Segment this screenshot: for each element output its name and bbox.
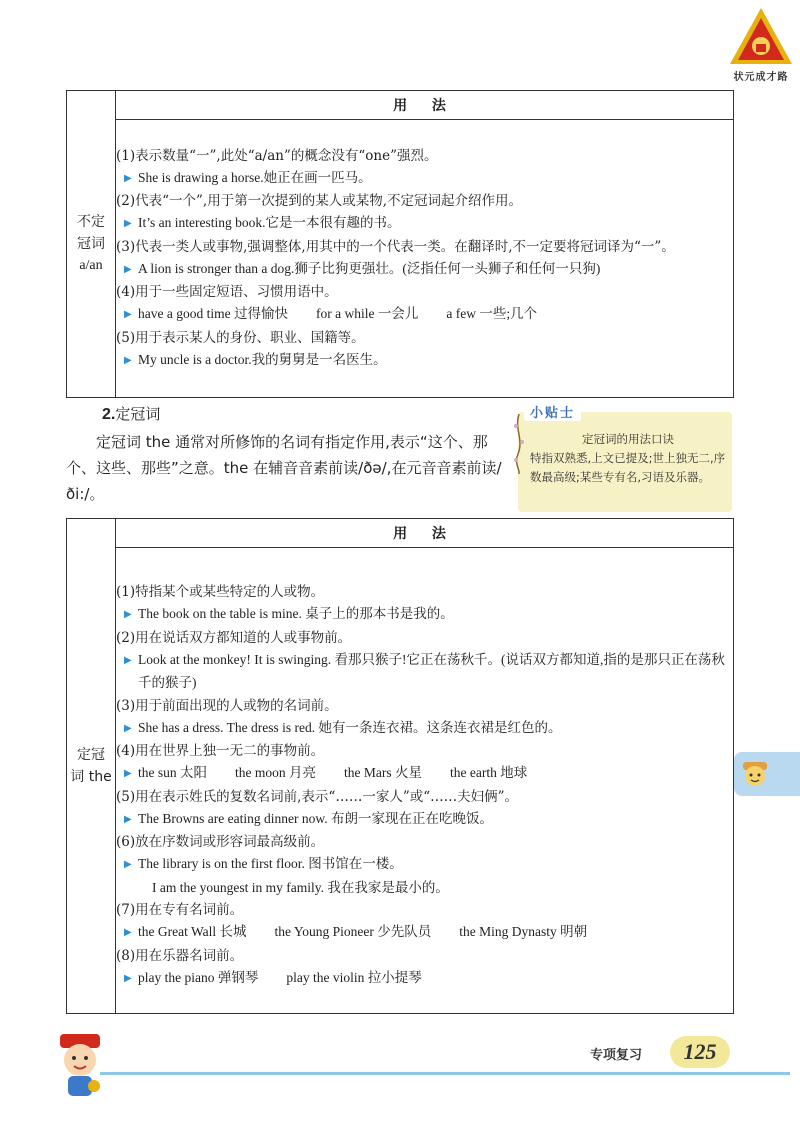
example-text: My uncle is a doctor.我的舅舅是一名医生。	[138, 351, 387, 367]
mascot-icon	[46, 1030, 116, 1100]
side-label-line: 词 the	[70, 769, 112, 785]
bullet-triangle-icon: ▶	[124, 172, 132, 184]
phrase: the Great Wall 长城	[138, 924, 247, 939]
example-text: The book on the table is mine. 桌子上的那本书是我的。	[138, 606, 454, 621]
section-body: 定冠词 the 通常对所修饰的名词有指定作用,表示“这个、那个、这些、那些”之意。the 在辅音音素前读/ðə/,在元音音素前读/ði:/。	[66, 433, 502, 503]
bullet-triangle-icon: ▶	[124, 309, 132, 321]
usage-rule: (3)代表一类人或事物,强调整体,用其中的一个代表一类。在翻译时,不一定要将冠词译为“一”。	[116, 238, 675, 255]
section-title-text: 定冠词	[115, 405, 161, 423]
usage-rule: (4)用在世界上独一无二的事物前。	[116, 743, 325, 759]
usage-rule: (1)表示数量“一”,此处“a/an”的概念没有“one”强烈。	[116, 147, 438, 164]
table2-side-label	[67, 519, 116, 1014]
bullet-triangle-icon: ▶	[124, 813, 132, 825]
table1-side-label	[67, 91, 116, 398]
usage-rule: (5)用在表示姓氏的复数名词前,表示“……一家人”或“……夫妇俩”。	[116, 788, 519, 805]
example-sentence	[116, 258, 733, 282]
definite-article-table	[66, 518, 734, 1014]
example-text: It’s an interesting book.它是一本很有趣的书。	[138, 215, 401, 231]
table1-header: 用 法	[116, 91, 734, 120]
phrase: the Mars 火星	[344, 765, 422, 780]
bullet-triangle-icon: ▶	[124, 609, 132, 620]
footer-line	[100, 1072, 790, 1075]
vine-decoration-icon	[512, 414, 526, 474]
phrase: the Ming Dynasty 明朝	[459, 924, 588, 939]
phrase: play the piano 弹钢琴	[138, 969, 259, 985]
side-label-line: 定冠	[77, 747, 105, 763]
bullet-triangle-icon: ▶	[124, 654, 132, 666]
table1-content	[116, 120, 734, 398]
example-sentence: I am the youngest in my family. 我在我家是最小的。	[152, 879, 449, 895]
footer-section-label: 专项复习	[590, 1048, 643, 1063]
phrase-list	[116, 303, 733, 327]
usage-rule: (6)放在序数词或形容词最高级前。	[116, 834, 325, 850]
example-sentence	[116, 649, 733, 695]
phrase: a few 一些;几个	[446, 306, 538, 322]
triangle-crest-icon	[728, 6, 794, 68]
bullet-triangle-icon: ▶	[124, 722, 132, 734]
phrase: for a while 一会儿	[315, 306, 419, 322]
example-sentence	[116, 717, 733, 741]
phrase: the moon 月亮	[235, 765, 316, 780]
tip-heading: 定冠词的用法口诀	[582, 432, 674, 446]
example-sentence	[116, 167, 733, 191]
side-label-line: 冠词	[77, 236, 105, 252]
side-label-line: a/an	[79, 258, 103, 273]
bullet-triangle-icon: ▶	[124, 927, 132, 938]
logo-text: 状元成才路	[733, 72, 789, 83]
page-number: 125	[670, 1036, 730, 1068]
usage-rule: (3)用于前面出现的人或物的名词前。	[116, 697, 338, 714]
example-text: She has a dress. The dress is red. 她有一条连衣裙。这条连衣裙是红色的。	[138, 719, 562, 735]
section-title	[66, 402, 510, 427]
tip-text: 特指双熟悉,上文已提及;世上独无二,序数最高级;某些专有名,习语及乐器。	[530, 451, 726, 484]
bullet-triangle-icon: ▶	[124, 768, 132, 779]
example-text: Look at the monkey! It is swinging. 看那只猴子!它正在荡秋千。(说话双方都知道,指的是那只正在荡秋千的猴子)	[138, 651, 725, 690]
bullet-triangle-icon: ▶	[124, 859, 132, 870]
usage-rule: (1)特指某个或某些特定的人或物。	[116, 584, 325, 600]
bullet-triangle-icon: ▶	[124, 972, 132, 984]
usage-rule: (2)代表“一个”,用于第一次提到的某人或某物,不定冠词起介绍作用。	[116, 193, 523, 210]
usage-rule: (5)用于表示某人的身份、职业、国籍等。	[116, 329, 365, 346]
phrase-list	[116, 762, 733, 786]
example-sentence	[116, 349, 733, 373]
table2-content	[116, 548, 734, 1014]
page-footer	[0, 1030, 800, 1100]
usage-rule: (7)用在专有名词前。	[116, 902, 244, 918]
cartoon-face-icon	[740, 760, 770, 788]
example-text: The library is on the first floor. 图书馆在一楼。	[138, 856, 403, 871]
phrase: have a good time 过得愉快	[138, 306, 288, 322]
tip-title: 小贴士	[524, 402, 581, 421]
chapter-side-tab	[734, 752, 800, 796]
phrase: the earth 地球	[450, 765, 528, 780]
table2-header: 用 法	[116, 519, 734, 548]
phrase: the Young Pioneer 少先队员	[274, 924, 432, 939]
example-text: She is drawing a horse.她正在画一匹马。	[138, 169, 372, 185]
bullet-triangle-icon: ▶	[124, 218, 132, 230]
phrase-list	[116, 967, 733, 991]
example-sentence	[116, 212, 733, 236]
publisher-logo	[728, 6, 794, 84]
phrase-list	[116, 921, 733, 945]
example-sentence	[116, 808, 733, 832]
tip-body	[530, 430, 726, 487]
phrase: the sun 太阳	[138, 765, 207, 780]
bullet-triangle-icon: ▶	[124, 263, 132, 275]
section-number: 2.	[102, 406, 116, 423]
phrase: play the violin 拉小提琴	[286, 969, 422, 985]
tip-box	[518, 406, 732, 512]
side-label-line: 不定	[77, 214, 105, 230]
example-text: A lion is stronger than a dog.狮子比狗更强壮。(泛指任何一头狮子和任何一只狗)	[138, 260, 601, 276]
example-sentence	[116, 603, 733, 627]
usage-rule: (2)用在说话双方都知道的人或事物前。	[116, 629, 352, 646]
example-text: The Browns are eating dinner now. 布朗一家现在正在吃晚饭。	[138, 810, 493, 826]
indefinite-article-table	[66, 90, 734, 398]
usage-rule: (4)用于一些固定短语、习惯用语中。	[116, 284, 338, 301]
usage-rule: (8)用在乐器名词前。	[116, 947, 244, 964]
bullet-triangle-icon: ▶	[124, 354, 132, 366]
example-sentence	[116, 853, 733, 877]
definite-article-section	[66, 402, 510, 507]
